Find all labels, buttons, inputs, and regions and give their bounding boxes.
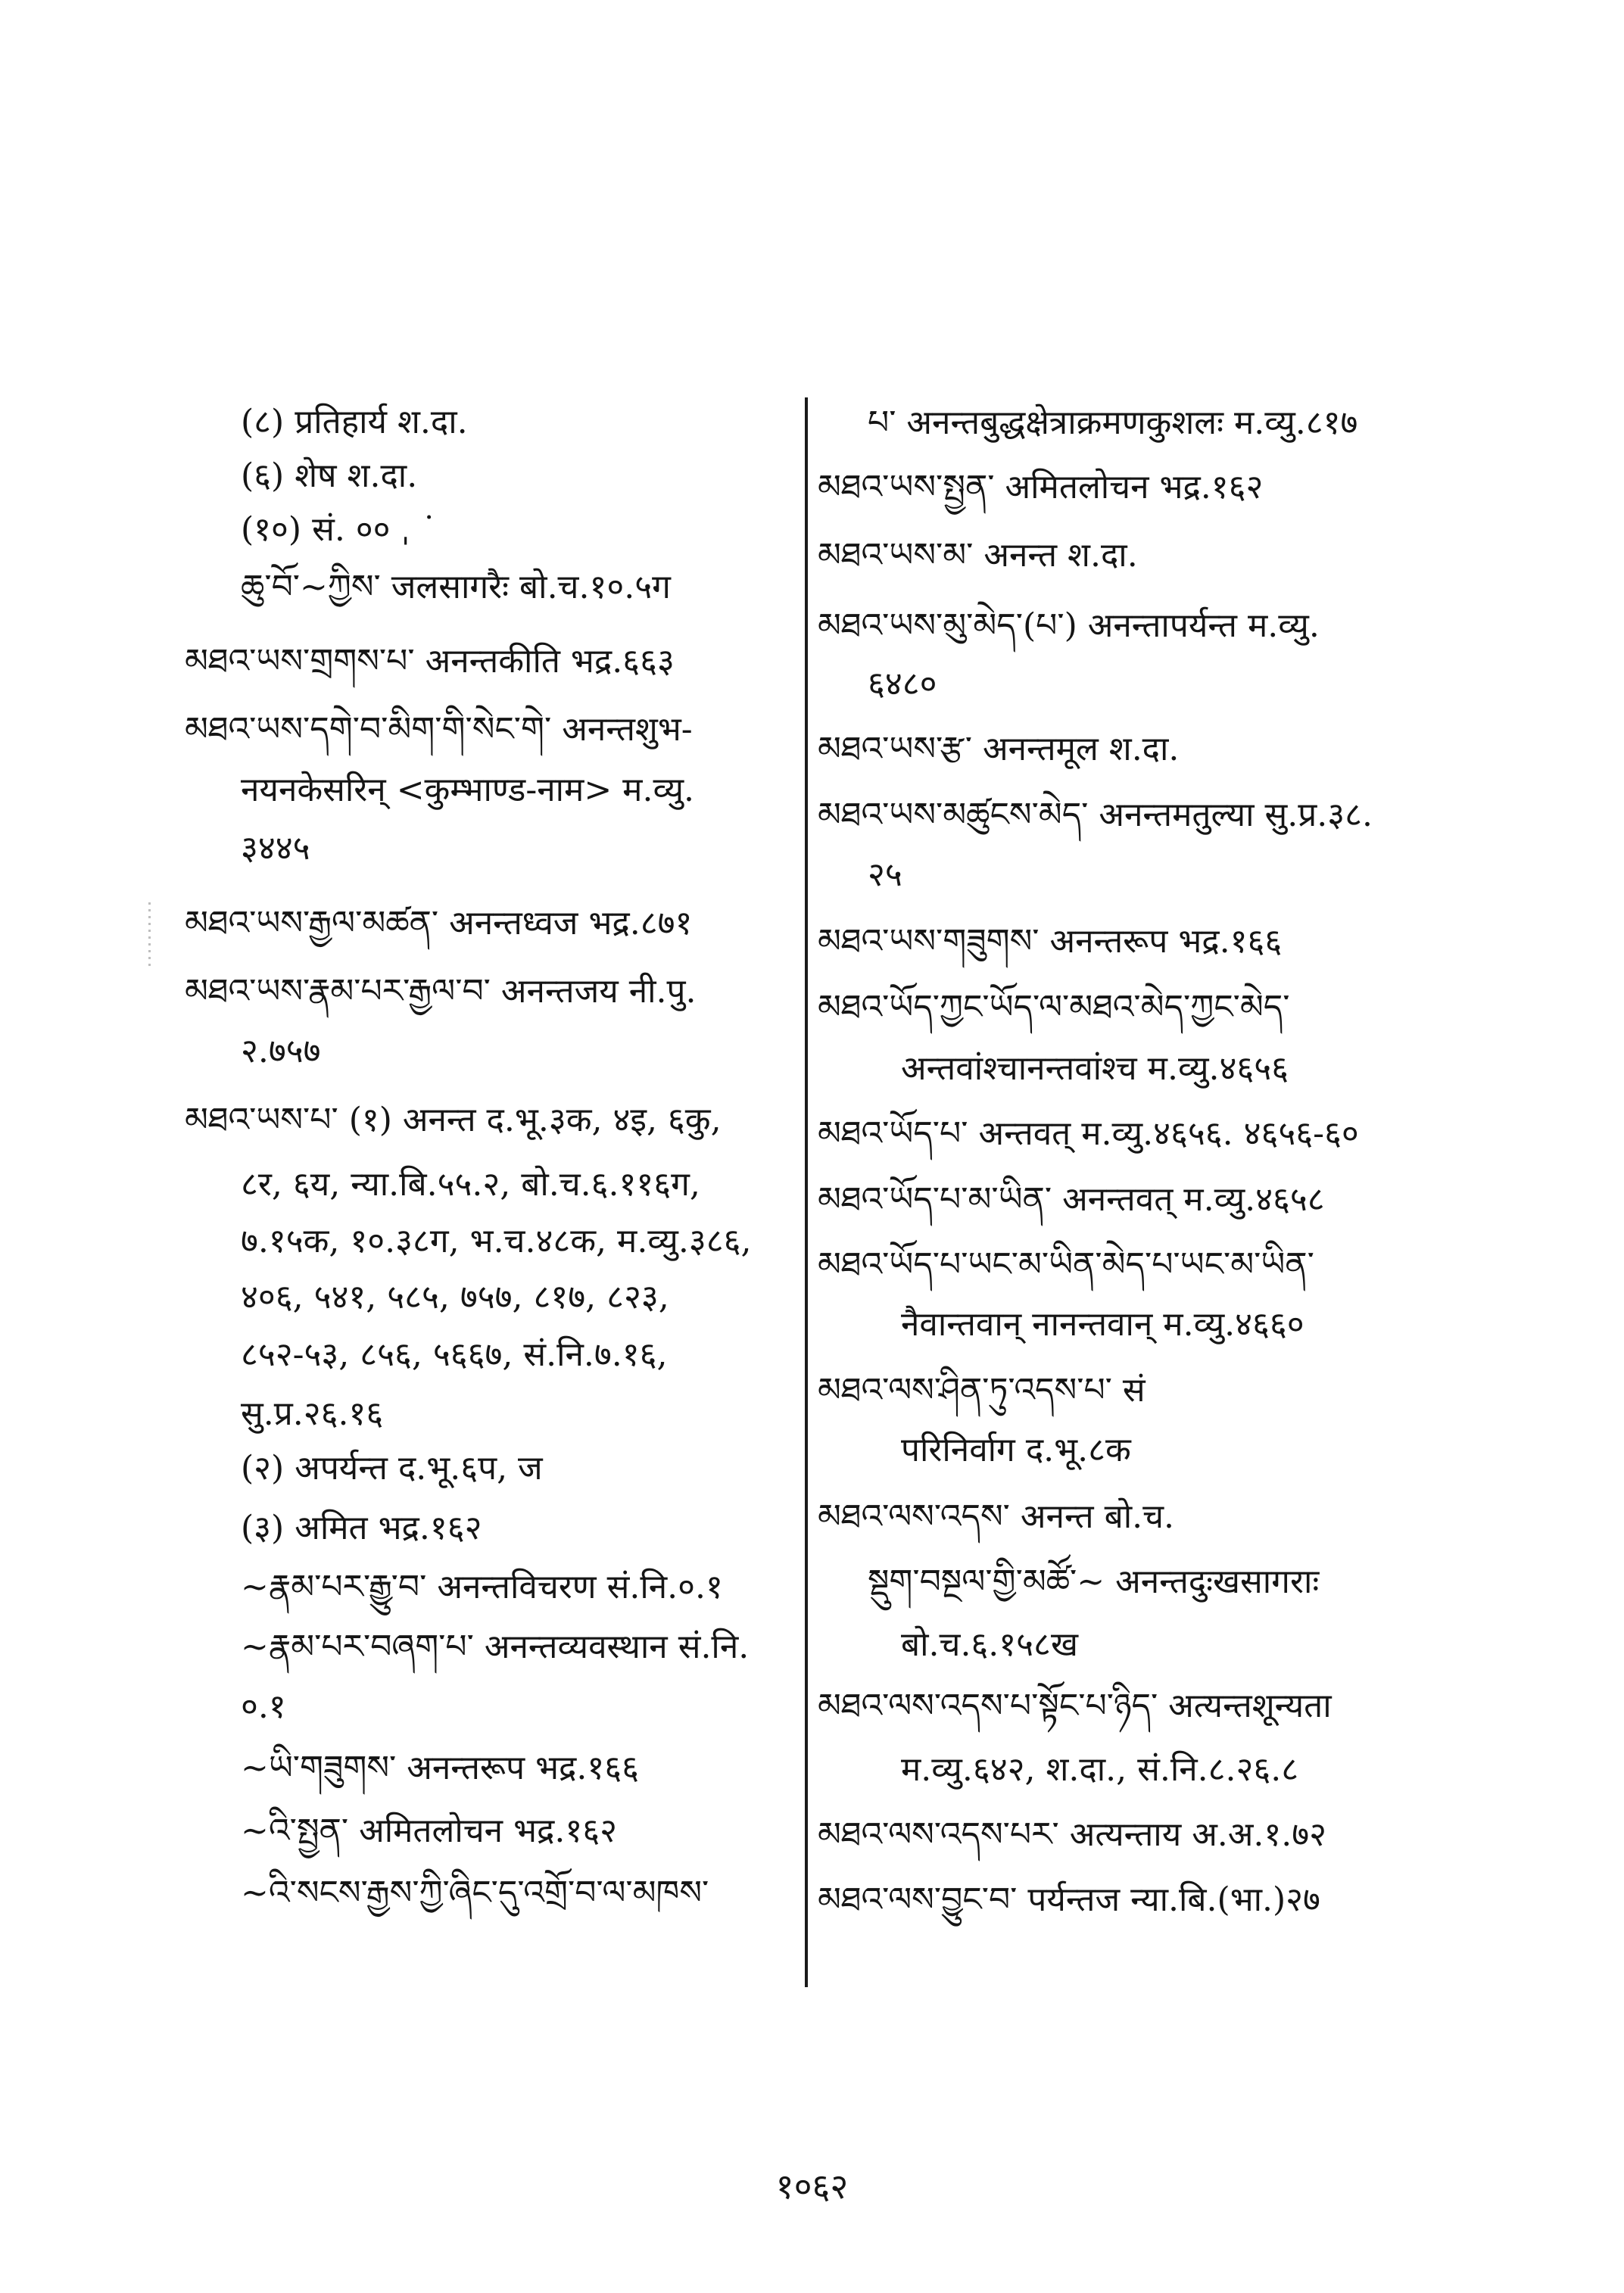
entry-headword: མཐའ་ཡས་པ་ (१) अनन्त द.भू.३क, ४इ, ६कु, [185,1101,722,1139]
entry-headword: མཐའ་ལས་ཤིན་ཏུ་འདས་པ་ सं [818,1371,1146,1410]
entry-line: अन्तवांश्चानन्तवांश्च म.व्यु.४६५६ [901,1049,1289,1088]
entry-headword: མཐའ་ཡས་རྣམ་པར་རྒྱལ་བ་ अनन्तजय नी.पु. [185,972,697,1011]
page-number: १०६२ [775,2166,849,2207]
entry-headword: མཐའ་ལས་འདས་པ་སྟོང་པ་ཉིད་ अत्यन्तशून्यता [818,1687,1332,1725]
entry-line: ८र, ६य, न्या.बि.५५.२, बो.च.६.११६ग, [241,1165,700,1204]
entry-headword: མཐའ་ལས་བྱུང་བ་ पर्यन्तज न्या.बि.(भा.)२७ [818,1880,1320,1919]
entry-line: ~འི་སྤྱན་ अमितलोचन भद्र.१६२ [241,1812,618,1850]
entry-line: ८५२-५३, ८५६, ५६६७, सं.नि.७.१६, [241,1335,668,1374]
entry-headword: མཐའ་ཡས་མཚུངས་མེད་ अनन्तमतुल्या सु.प्र.३८. [818,796,1373,834]
entry-line: སྡུག་བསྔལ་གྱི་མཚོ་~ अनन्तदुःखसागराः [868,1562,1320,1601]
entry-headword: མཐའ་ཡོད་པ་མ་ཡིན་ अनन्तवत् म.व्यु.४६५८ [818,1180,1325,1219]
entry-headword: མཐའ་ཡོད་ཀྱང་ཡོད་ལ་མཐའ་མེད་ཀྱང་མེད་ [818,988,1290,1027]
entry-headword: མཐའ་ཡས་རྩ་ अनन्तमूल श.दा. [818,730,1180,768]
entry-line: बो.च.६.१५८ख [901,1625,1078,1664]
entry-headword: མཐའ་ཡོད་པ་ཡང་མ་ཡིན་མེད་པ་ཡང་མ་ཡིན་ [818,1245,1314,1284]
entry-line: ~རྣམ་པར་རྒྱུ་བ་ अनन्तविचरण सं.नि.०.१ [241,1568,723,1606]
entry-line: नैवान्तवान् नानन्तवान् म.व्यु.४६६० [901,1305,1304,1344]
column-divider [805,397,808,1987]
entry-line: (३) अमित भद्र.१६२ [241,1509,482,1547]
entry-line: नयनकेसरिन् <कुम्भाण्ड-नाम> म.व्यु. [241,771,695,809]
entry-line: ~འི་སངས་རྒྱས་ཀྱི་ཞིང་དུ་འགྲོ་བ་ལ་མཁས་ [241,1874,709,1912]
entry-line: པ་ अनन्तबुद्धक्षेत्राक्रमणकुशलः म.व्यु.८१७ [868,403,1358,442]
entry-line: ३४४५ [241,829,310,868]
entry-line: २.७५७ [241,1032,321,1070]
entry-line: ~ཡི་གཟུགས་ अनन्तरूप भद्र.१६६ [241,1749,639,1787]
entry-line: (२) अपर्यन्त द.भू.६प, ज [241,1449,543,1488]
entry-line: ४०६, ५४१, ५८५, ७५७, ८१७, ८२३, [241,1278,669,1316]
entry-line: सु.प्र.२६.१६ [241,1394,384,1433]
entry-line: २५ [868,855,902,894]
entry-line: ཆུ་བོ་~ཀྱིས་ जलसागरैः बो.च.१०.५ग [241,568,671,606]
entry-line: (१०) सं. ०० ˌ ˙ [241,510,438,549]
scan-speckle-marks [148,902,151,970]
entry-headword: མཐའ་ལས་འདས་པར་ अत्यन्ताय अ.अ.१.७२ [818,1815,1327,1854]
entry-line: ~རྣམ་པར་བཞག་པ་ अनन्तव्यवस्थान सं.नि. [241,1628,750,1666]
entry-headword: མཐའ་ཡས་མ་ अनन्त श.दा. [818,536,1138,575]
entry-line: (८) प्रतिहार्य श.दा. [241,403,468,441]
entry-headword: མཐའ་ཡས་དགེ་བ་མིག་གི་སེང་གེ་ अनन्तशुभ- [185,710,693,749]
entry-headword: མཐའ་ཡས་གྲགས་པ་ अनन्तकीति भद्र.६६३ [185,642,675,681]
entry-line: ६४८० [868,665,937,703]
entry-line: (६) शेष श.दा. [241,456,418,495]
entry-headword: མཐའ་ཡོད་པ་ अन्तवत् म.व्यु.४६५६. ४६५६-६० [818,1114,1359,1153]
entry-headword: མཐའ་ཡས་སྤྱན་ अमितलोचन भद्र.१६२ [818,468,1264,506]
entry-line: ७.१५क, १०.३८ग, भ.च.४८क, म.व्यु.३८६, [241,1222,752,1260]
entry-line: ०.१ [241,1687,286,1726]
entry-line: म.व्यु.६४२, श.दा., सं.नि.८.२६.८ [901,1750,1299,1789]
entry-line: परिनिर्वाग द.भू.८क [901,1431,1131,1469]
entry-headword: མཐའ་ཡས་མུ་མེད་(པ་) अनन्तापर्यन्त म.व्यु. [818,606,1320,645]
entry-headword: མཐའ་ལས་འདས་ अनन्त बो.च. [818,1497,1174,1536]
entry-headword: མཐའ་ཡས་གཟུགས་ अनन्तरूप भद्र.१६६ [818,922,1283,961]
entry-headword: མཐའ་ཡས་རྒྱལ་མཚན་ अनन्तध्वज भद्र.८७१ [185,904,693,942]
